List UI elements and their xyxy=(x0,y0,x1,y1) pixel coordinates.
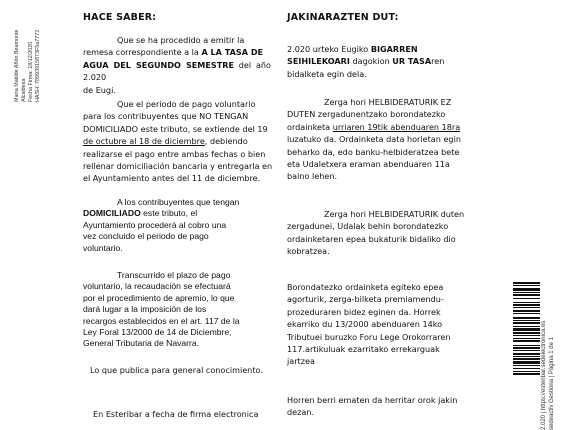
text: NO TENGAN xyxy=(199,111,249,122)
line xyxy=(83,281,271,292)
text: duten xyxy=(438,209,465,219)
text: HELBIDERATURIK EZ xyxy=(368,97,452,107)
line xyxy=(287,96,477,108)
line xyxy=(83,338,271,349)
basque-paragraph-3 xyxy=(287,208,477,258)
text: kobratzea. xyxy=(287,246,330,257)
text: vez concluido el periodo de pago xyxy=(83,231,209,242)
basque-paragraph-4 xyxy=(287,281,477,368)
line xyxy=(287,133,477,145)
text: realizarse el pago entre ambas fechas o bien xyxy=(83,148,266,159)
text: 2.020 urteko Eugiko xyxy=(287,44,371,54)
stamp-name: María Matilde Añón Beamonte xyxy=(14,29,20,102)
text: Zerga hori xyxy=(324,209,369,219)
basque-paragraph-2 xyxy=(287,96,477,183)
basque-paragraph-1 xyxy=(287,43,477,80)
spanish-paragraph-4 xyxy=(83,270,271,350)
text: A LA TASA DE xyxy=(201,47,264,58)
text: Que el periodo de pago voluntario xyxy=(117,99,256,109)
text: el Ayuntamiento antes del 11 de diciembre. xyxy=(83,173,261,184)
line xyxy=(83,84,271,96)
line xyxy=(83,123,275,135)
line xyxy=(287,108,477,120)
text: este tributo, el xyxy=(140,208,198,219)
text: de Eugi. xyxy=(83,84,116,95)
text: ordainketa xyxy=(287,121,333,132)
line xyxy=(287,245,477,257)
underlined-dates: de octubre al 18 de diciembre xyxy=(83,136,205,147)
line xyxy=(287,220,477,232)
text: prozeduraren bidez eginen da. Horrek xyxy=(287,306,441,317)
text: voluntario, la recaudación se efectuará xyxy=(83,281,231,292)
verification-line-2: sedeactiv Gestiona | Página 1 de 1 xyxy=(549,337,555,430)
line xyxy=(83,148,275,160)
text: bidalketa egin dela. xyxy=(287,68,367,79)
text: BIGARREN xyxy=(370,44,418,54)
line xyxy=(287,170,477,182)
line xyxy=(83,293,271,304)
line xyxy=(287,208,477,220)
line xyxy=(287,158,477,170)
line xyxy=(287,281,477,293)
text: jartzea xyxy=(287,356,315,367)
text: zergadunentzako borondatezko xyxy=(315,109,446,120)
text: SEIHILEKOARI xyxy=(287,56,350,67)
stamp-org: Alcaldesa xyxy=(21,78,27,102)
text: Zerga hori xyxy=(324,97,369,107)
line xyxy=(287,121,477,133)
line xyxy=(287,343,477,355)
verification-stamp xyxy=(540,321,556,430)
line xyxy=(287,394,477,406)
spanish-paragraph-2 xyxy=(83,98,275,185)
text: DUTEN xyxy=(287,109,316,120)
text: Borondatezko ordainketa egiteko epea xyxy=(287,282,444,292)
text: rellenar domiciliación bancaria y entregarla en xyxy=(83,161,273,172)
spanish-paragraph-6: En Esteribar a fecha de firma electronica xyxy=(93,409,259,419)
spanish-paragraph-5: Lo que publica para general conocimiento. xyxy=(90,365,263,375)
underlined-dates: urriaren 19tik abenduaren 18ra xyxy=(332,121,461,132)
text: Ayuntamiento procederá al cobro una xyxy=(83,219,227,230)
text: recargos establecidos en el art. 117 de la xyxy=(83,315,240,326)
text: Horren berri ematen da herritar orok jakin xyxy=(287,395,458,405)
text: ekarriko du 13/2000 abenduaren 14ko xyxy=(287,319,443,330)
line xyxy=(83,160,275,172)
line xyxy=(287,406,477,418)
signature-stamp xyxy=(14,29,42,102)
line xyxy=(83,197,271,208)
text: agorturik, zerga-bilketa premiamendu- xyxy=(287,294,444,305)
text: HELBIDERATURIK xyxy=(368,209,439,219)
stamp-hash: HASH: 78993915873F5a7772 xyxy=(35,29,41,102)
text: voluntario. xyxy=(83,242,123,253)
line xyxy=(287,355,477,367)
text: para los contribuyentes que xyxy=(83,111,200,122)
line xyxy=(83,270,271,281)
text: Que se ha procedido a emitir la xyxy=(117,35,245,45)
line xyxy=(83,316,271,327)
text: dará lugar a la imposición de los xyxy=(83,304,207,315)
line xyxy=(287,306,477,318)
text: A los contribuyentes que tengan xyxy=(117,197,240,207)
line xyxy=(83,135,275,147)
text: beharko da, edo banku-helbideratzea bete xyxy=(287,146,460,157)
text: 117.artikuluak ezarritako errekarguak xyxy=(287,344,440,355)
spanish-paragraph-1 xyxy=(83,34,271,96)
line xyxy=(83,220,271,231)
text: del año 2.020 xyxy=(83,59,271,83)
line xyxy=(287,293,477,305)
basque-heading: JAKINARAZTEN DUT: xyxy=(287,12,399,23)
text: dezan. xyxy=(287,407,315,418)
stamp-date: Fecha Firma: 18/12/2020 xyxy=(28,41,34,102)
text: dagokion xyxy=(349,56,393,67)
text: por el procedimiento de apremio, lo que xyxy=(83,292,235,303)
text: DOMICILIADO xyxy=(83,123,139,134)
line xyxy=(287,318,477,330)
text: Ley Foral 13/2000 de 14 de Diciembre, xyxy=(83,327,232,338)
line xyxy=(83,327,271,338)
line xyxy=(287,233,477,245)
line xyxy=(83,172,275,184)
verification-line-1: 2.020 | https://esteribar.sedelectronica.es xyxy=(541,320,547,430)
text: ren xyxy=(431,56,445,67)
line xyxy=(83,208,271,219)
text: AGUA DEL SEGUNDO SEMESTRE xyxy=(83,59,234,70)
barcode-gap xyxy=(513,375,540,376)
line xyxy=(287,55,477,67)
text: baino lehen. xyxy=(287,171,338,182)
barcode xyxy=(513,282,540,430)
line xyxy=(287,331,477,343)
line xyxy=(83,34,271,46)
line xyxy=(83,59,271,84)
text: UR TASA xyxy=(392,56,432,67)
text: Transcurrido el plazo de pago xyxy=(117,270,231,280)
text: este tributo, se extiende del 19 xyxy=(138,123,268,134)
text: luzatuko da. Ordainketa data horietan egin xyxy=(287,134,461,145)
line xyxy=(83,46,271,58)
text: DOMICILIADO xyxy=(83,208,141,219)
text: remesa correspondiente a la xyxy=(83,47,202,58)
basque-paragraph-5 xyxy=(287,394,477,419)
line xyxy=(83,243,271,254)
line xyxy=(83,304,271,315)
spanish-heading: HACE SABER: xyxy=(83,12,157,23)
line xyxy=(83,98,275,110)
text: ordainketaren epea bukaturik bidaliko dio xyxy=(287,233,456,244)
line xyxy=(287,146,477,158)
line xyxy=(287,43,477,55)
text: , debiendo xyxy=(204,136,248,147)
line xyxy=(83,231,271,242)
line xyxy=(83,110,275,122)
line xyxy=(287,68,477,80)
spanish-paragraph-3 xyxy=(83,197,271,254)
text: Tributuei buruzko Foru Lege Orokorraren xyxy=(287,331,451,342)
text: zergadunei, Udalak behin borondatezko xyxy=(287,221,449,232)
text: eta Udaletxera eraman abenduaren 11a xyxy=(287,159,450,170)
text: General Tributaria de Navarra. xyxy=(83,338,200,349)
